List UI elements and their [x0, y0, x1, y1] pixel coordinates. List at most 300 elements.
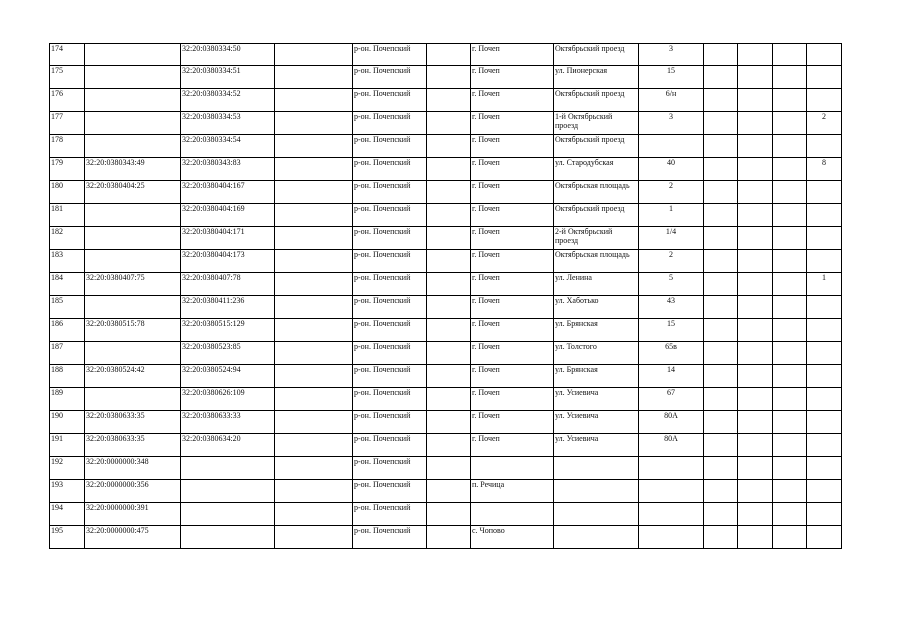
house-number-cell: 67: [639, 388, 704, 411]
empty-cell: [275, 388, 353, 411]
street-cell: ул. Пионерская: [554, 66, 639, 89]
row-number-cell: 189: [50, 388, 85, 411]
table-row: [50, 135, 842, 158]
previous-cadastral-number-cell: [85, 342, 181, 365]
cadastral-number-cell: 32:20:0380634:20: [181, 434, 275, 457]
cadastral-number-cell: 32:20:0380334:50: [181, 44, 275, 66]
empty-cell: [704, 181, 738, 204]
house-number-cell: [639, 480, 704, 503]
empty-cell: [773, 365, 807, 388]
value-cell: [807, 365, 842, 388]
empty-cell: [275, 112, 353, 135]
street-cell: Октябрьский проезд: [554, 135, 639, 158]
empty-cell: [275, 526, 353, 549]
empty-cell: [275, 44, 353, 66]
district-cell: р-он. Почепский: [353, 227, 427, 250]
value-cell: [807, 204, 842, 227]
empty-cell: [773, 342, 807, 365]
value-cell: [807, 89, 842, 112]
locality-cell: г. Почеп: [471, 250, 554, 273]
value-cell: [807, 342, 842, 365]
table-row: [50, 273, 842, 296]
cadastral-number-cell: 32:20:0380334:51: [181, 66, 275, 89]
street-cell: ул. Усиевича: [554, 434, 639, 457]
empty-cell: [738, 158, 773, 181]
table-row: [50, 89, 842, 112]
table-row: [50, 526, 842, 549]
locality-cell: г. Почеп: [471, 342, 554, 365]
house-number-cell: 15: [639, 66, 704, 89]
locality-cell: г. Почеп: [471, 181, 554, 204]
district-cell: р-он. Почепский: [353, 89, 427, 112]
value-cell: [807, 411, 842, 434]
house-number-cell: 40: [639, 158, 704, 181]
empty-cell: [704, 319, 738, 342]
street-cell: ул. Брянская: [554, 365, 639, 388]
empty-cell: [704, 434, 738, 457]
locality-cell: г. Почеп: [471, 112, 554, 135]
empty-cell: [738, 342, 773, 365]
locality-cell: с. Чопово: [471, 526, 554, 549]
value-cell: 8: [807, 158, 842, 181]
empty-cell: [275, 342, 353, 365]
empty-cell: [427, 89, 471, 112]
row-number-cell: 182: [50, 227, 85, 250]
previous-cadastral-number-cell: [85, 66, 181, 89]
street-cell: Октябрьский проезд: [554, 89, 639, 112]
empty-cell: [704, 365, 738, 388]
house-number-cell: 2: [639, 181, 704, 204]
previous-cadastral-number-cell: [85, 112, 181, 135]
empty-cell: [427, 273, 471, 296]
district-cell: р-он. Почепский: [353, 273, 427, 296]
empty-cell: [704, 250, 738, 273]
row-number-cell: 174: [50, 44, 85, 66]
locality-cell: г. Почеп: [471, 227, 554, 250]
street-cell: 1-й Октябрьский проезд: [554, 112, 639, 135]
empty-cell: [773, 204, 807, 227]
value-cell: [807, 503, 842, 526]
value-cell: [807, 457, 842, 480]
district-cell: р-он. Почепский: [353, 434, 427, 457]
street-cell: ул. Стародубская: [554, 158, 639, 181]
locality-cell: г. Почеп: [471, 204, 554, 227]
district-cell: р-он. Почепский: [353, 411, 427, 434]
house-number-cell: [639, 526, 704, 549]
house-number-cell: 80А: [639, 411, 704, 434]
locality-cell: г. Почеп: [471, 273, 554, 296]
previous-cadastral-number-cell: [85, 250, 181, 273]
district-cell: р-он. Почепский: [353, 158, 427, 181]
cadastral-number-cell: 32:20:0380407:78: [181, 273, 275, 296]
cadastral-number-cell: 32:20:0380411:236: [181, 296, 275, 319]
street-cell: [554, 526, 639, 549]
row-number-cell: 176: [50, 89, 85, 112]
empty-cell: [275, 89, 353, 112]
previous-cadastral-number-cell: 32:20:0380343:49: [85, 158, 181, 181]
empty-cell: [738, 273, 773, 296]
table-row: [50, 112, 842, 135]
row-number-cell: 195: [50, 526, 85, 549]
row-number-cell: 194: [50, 503, 85, 526]
previous-cadastral-number-cell: 32:20:0380633:35: [85, 411, 181, 434]
empty-cell: [427, 503, 471, 526]
value-cell: 1: [807, 273, 842, 296]
street-cell: Октябрьская площадь: [554, 250, 639, 273]
row-number-cell: 192: [50, 457, 85, 480]
district-cell: р-он. Почепский: [353, 181, 427, 204]
value-cell: [807, 250, 842, 273]
district-cell: р-он. Почепский: [353, 457, 427, 480]
empty-cell: [773, 388, 807, 411]
cadastral-number-cell: 32:20:0380343:83: [181, 158, 275, 181]
value-cell: [807, 319, 842, 342]
previous-cadastral-number-cell: 32:20:0380404:25: [85, 181, 181, 204]
empty-cell: [704, 480, 738, 503]
empty-cell: [738, 526, 773, 549]
district-cell: р-он. Почепский: [353, 135, 427, 158]
empty-cell: [704, 411, 738, 434]
empty-cell: [275, 66, 353, 89]
street-cell: ул. Ленина: [554, 273, 639, 296]
empty-cell: [704, 112, 738, 135]
street-cell: Октябрьский проезд: [554, 44, 639, 66]
previous-cadastral-number-cell: 32:20:0000000:356: [85, 480, 181, 503]
empty-cell: [773, 273, 807, 296]
empty-cell: [738, 388, 773, 411]
house-number-cell: 1: [639, 204, 704, 227]
locality-cell: [471, 457, 554, 480]
empty-cell: [738, 434, 773, 457]
district-cell: р-он. Почепский: [353, 44, 427, 66]
empty-cell: [773, 227, 807, 250]
previous-cadastral-number-cell: 32:20:0000000:391: [85, 503, 181, 526]
house-number-cell: [639, 135, 704, 158]
row-number-cell: 193: [50, 480, 85, 503]
empty-cell: [773, 181, 807, 204]
cadastral-number-cell: 32:20:0380404:169: [181, 204, 275, 227]
value-cell: [807, 44, 842, 66]
empty-cell: [704, 135, 738, 158]
district-cell: р-он. Почепский: [353, 480, 427, 503]
locality-cell: п. Речица: [471, 480, 554, 503]
empty-cell: [427, 319, 471, 342]
house-number-cell: 1/4: [639, 227, 704, 250]
table-row: [50, 388, 842, 411]
house-number-cell: 3: [639, 112, 704, 135]
house-number-cell: 3: [639, 44, 704, 66]
row-number-cell: 178: [50, 135, 85, 158]
empty-cell: [427, 112, 471, 135]
empty-cell: [738, 250, 773, 273]
row-number-cell: 190: [50, 411, 85, 434]
cadastral-number-cell: 32:20:0380334:54: [181, 135, 275, 158]
locality-cell: г. Почеп: [471, 89, 554, 112]
previous-cadastral-number-cell: 32:20:0000000:348: [85, 457, 181, 480]
empty-cell: [427, 296, 471, 319]
previous-cadastral-number-cell: [85, 388, 181, 411]
locality-cell: г. Почеп: [471, 365, 554, 388]
previous-cadastral-number-cell: [85, 204, 181, 227]
house-number-cell: [639, 457, 704, 480]
table-row: [50, 227, 842, 250]
empty-cell: [275, 457, 353, 480]
empty-cell: [704, 158, 738, 181]
empty-cell: [275, 296, 353, 319]
value-cell: 2: [807, 112, 842, 135]
value-cell: [807, 135, 842, 158]
row-number-cell: 187: [50, 342, 85, 365]
street-cell: ул. Усиевича: [554, 388, 639, 411]
value-cell: [807, 66, 842, 89]
cadastral-number-cell: 32:20:0380633:33: [181, 411, 275, 434]
empty-cell: [275, 319, 353, 342]
street-cell: [554, 457, 639, 480]
table-row: [50, 342, 842, 365]
empty-cell: [738, 319, 773, 342]
empty-cell: [704, 296, 738, 319]
house-number-cell: 65в: [639, 342, 704, 365]
empty-cell: [738, 227, 773, 250]
empty-cell: [427, 250, 471, 273]
empty-cell: [738, 503, 773, 526]
empty-cell: [427, 480, 471, 503]
empty-cell: [704, 388, 738, 411]
cadastral-number-cell: 32:20:0380626:109: [181, 388, 275, 411]
locality-cell: г. Почеп: [471, 411, 554, 434]
previous-cadastral-number-cell: [85, 89, 181, 112]
table-row: [50, 457, 842, 480]
empty-cell: [773, 135, 807, 158]
row-number-cell: 188: [50, 365, 85, 388]
house-number-cell: 2: [639, 250, 704, 273]
empty-cell: [427, 388, 471, 411]
table-row: [50, 250, 842, 273]
street-cell: ул. Хаботько: [554, 296, 639, 319]
empty-cell: [773, 434, 807, 457]
empty-cell: [275, 273, 353, 296]
empty-cell: [738, 44, 773, 66]
street-cell: [554, 503, 639, 526]
previous-cadastral-number-cell: 32:20:0000000:475: [85, 526, 181, 549]
street-cell: [554, 480, 639, 503]
locality-cell: г. Почеп: [471, 135, 554, 158]
house-number-cell: 5: [639, 273, 704, 296]
empty-cell: [773, 158, 807, 181]
cadastral-number-cell: [181, 457, 275, 480]
empty-cell: [427, 342, 471, 365]
street-cell: ул. Брянская: [554, 319, 639, 342]
street-cell: Октябрьский проезд: [554, 204, 639, 227]
registry-table: [49, 43, 842, 549]
district-cell: р-он. Почепский: [353, 112, 427, 135]
district-cell: р-он. Почепский: [353, 66, 427, 89]
empty-cell: [738, 296, 773, 319]
empty-cell: [773, 526, 807, 549]
row-number-cell: 179: [50, 158, 85, 181]
empty-cell: [773, 296, 807, 319]
cadastral-number-cell: [181, 503, 275, 526]
table-row: [50, 434, 842, 457]
empty-cell: [275, 227, 353, 250]
district-cell: р-он. Почепский: [353, 250, 427, 273]
previous-cadastral-number-cell: [85, 44, 181, 66]
cadastral-number-cell: 32:20:0380334:52: [181, 89, 275, 112]
empty-cell: [275, 365, 353, 388]
empty-cell: [427, 227, 471, 250]
house-number-cell: 6/н: [639, 89, 704, 112]
previous-cadastral-number-cell: [85, 227, 181, 250]
empty-cell: [773, 411, 807, 434]
empty-cell: [275, 135, 353, 158]
empty-cell: [773, 112, 807, 135]
empty-cell: [773, 66, 807, 89]
empty-cell: [738, 112, 773, 135]
empty-cell: [427, 181, 471, 204]
empty-cell: [738, 365, 773, 388]
locality-cell: г. Почеп: [471, 158, 554, 181]
table-row: [50, 296, 842, 319]
cadastral-number-cell: [181, 480, 275, 503]
empty-cell: [427, 526, 471, 549]
district-cell: р-он. Почепский: [353, 319, 427, 342]
district-cell: р-он. Почепский: [353, 365, 427, 388]
district-cell: р-он. Почепский: [353, 526, 427, 549]
empty-cell: [773, 480, 807, 503]
value-cell: [807, 181, 842, 204]
value-cell: [807, 296, 842, 319]
locality-cell: г. Почеп: [471, 319, 554, 342]
street-cell: ул. Толстого: [554, 342, 639, 365]
locality-cell: г. Почеп: [471, 44, 554, 66]
row-number-cell: 177: [50, 112, 85, 135]
empty-cell: [704, 526, 738, 549]
table-row: [50, 44, 842, 66]
empty-cell: [704, 89, 738, 112]
locality-cell: [471, 503, 554, 526]
house-number-cell: 14: [639, 365, 704, 388]
empty-cell: [773, 319, 807, 342]
empty-cell: [704, 503, 738, 526]
table-row: [50, 319, 842, 342]
empty-cell: [275, 480, 353, 503]
empty-cell: [427, 434, 471, 457]
empty-cell: [427, 204, 471, 227]
cadastral-number-cell: [181, 526, 275, 549]
row-number-cell: 175: [50, 66, 85, 89]
empty-cell: [738, 204, 773, 227]
row-number-cell: 184: [50, 273, 85, 296]
empty-cell: [704, 457, 738, 480]
empty-cell: [738, 457, 773, 480]
empty-cell: [773, 457, 807, 480]
value-cell: [807, 526, 842, 549]
table-row: [50, 66, 842, 89]
empty-cell: [275, 411, 353, 434]
empty-cell: [773, 250, 807, 273]
row-number-cell: 185: [50, 296, 85, 319]
empty-cell: [427, 411, 471, 434]
empty-cell: [427, 135, 471, 158]
empty-cell: [427, 44, 471, 66]
district-cell: р-он. Почепский: [353, 296, 427, 319]
street-cell: 2-й Октябрьский проезд: [554, 227, 639, 250]
cadastral-number-cell: 32:20:0380404:173: [181, 250, 275, 273]
empty-cell: [704, 66, 738, 89]
empty-cell: [427, 365, 471, 388]
district-cell: р-он. Почепский: [353, 342, 427, 365]
table-row: [50, 503, 842, 526]
empty-cell: [738, 480, 773, 503]
row-number-cell: 191: [50, 434, 85, 457]
locality-cell: г. Почеп: [471, 66, 554, 89]
previous-cadastral-number-cell: 32:20:0380633:35: [85, 434, 181, 457]
empty-cell: [738, 411, 773, 434]
empty-cell: [704, 44, 738, 66]
table-row: [50, 158, 842, 181]
empty-cell: [427, 66, 471, 89]
house-number-cell: 80А: [639, 434, 704, 457]
value-cell: [807, 227, 842, 250]
value-cell: [807, 388, 842, 411]
table-row: [50, 181, 842, 204]
district-cell: р-он. Почепский: [353, 388, 427, 411]
street-cell: ул. Усиевича: [554, 411, 639, 434]
house-number-cell: 15: [639, 319, 704, 342]
table-row: [50, 411, 842, 434]
row-number-cell: 183: [50, 250, 85, 273]
empty-cell: [704, 227, 738, 250]
previous-cadastral-number-cell: [85, 296, 181, 319]
empty-cell: [773, 503, 807, 526]
empty-cell: [275, 250, 353, 273]
table-row: [50, 365, 842, 388]
cadastral-number-cell: 32:20:0380404:171: [181, 227, 275, 250]
value-cell: [807, 434, 842, 457]
empty-cell: [427, 457, 471, 480]
street-cell: Октябрьская площадь: [554, 181, 639, 204]
empty-cell: [773, 44, 807, 66]
previous-cadastral-number-cell: 32:20:0380515:78: [85, 319, 181, 342]
cadastral-number-cell: 32:20:0380524:94: [181, 365, 275, 388]
empty-cell: [275, 503, 353, 526]
empty-cell: [738, 181, 773, 204]
empty-cell: [275, 158, 353, 181]
row-number-cell: 180: [50, 181, 85, 204]
empty-cell: [275, 204, 353, 227]
previous-cadastral-number-cell: [85, 135, 181, 158]
cadastral-number-cell: 32:20:0380404:167: [181, 181, 275, 204]
table-row: [50, 480, 842, 503]
row-number-cell: 186: [50, 319, 85, 342]
empty-cell: [738, 89, 773, 112]
cadastral-number-cell: 32:20:0380334:53: [181, 112, 275, 135]
empty-cell: [275, 181, 353, 204]
empty-cell: [704, 204, 738, 227]
district-cell: р-он. Почепский: [353, 503, 427, 526]
empty-cell: [704, 273, 738, 296]
cadastral-number-cell: 32:20:0380515:129: [181, 319, 275, 342]
row-number-cell: 181: [50, 204, 85, 227]
empty-cell: [704, 342, 738, 365]
locality-cell: г. Почеп: [471, 388, 554, 411]
house-number-cell: [639, 503, 704, 526]
empty-cell: [427, 158, 471, 181]
empty-cell: [738, 66, 773, 89]
empty-cell: [773, 89, 807, 112]
value-cell: [807, 480, 842, 503]
cadastral-number-cell: 32:20:0380523:85: [181, 342, 275, 365]
